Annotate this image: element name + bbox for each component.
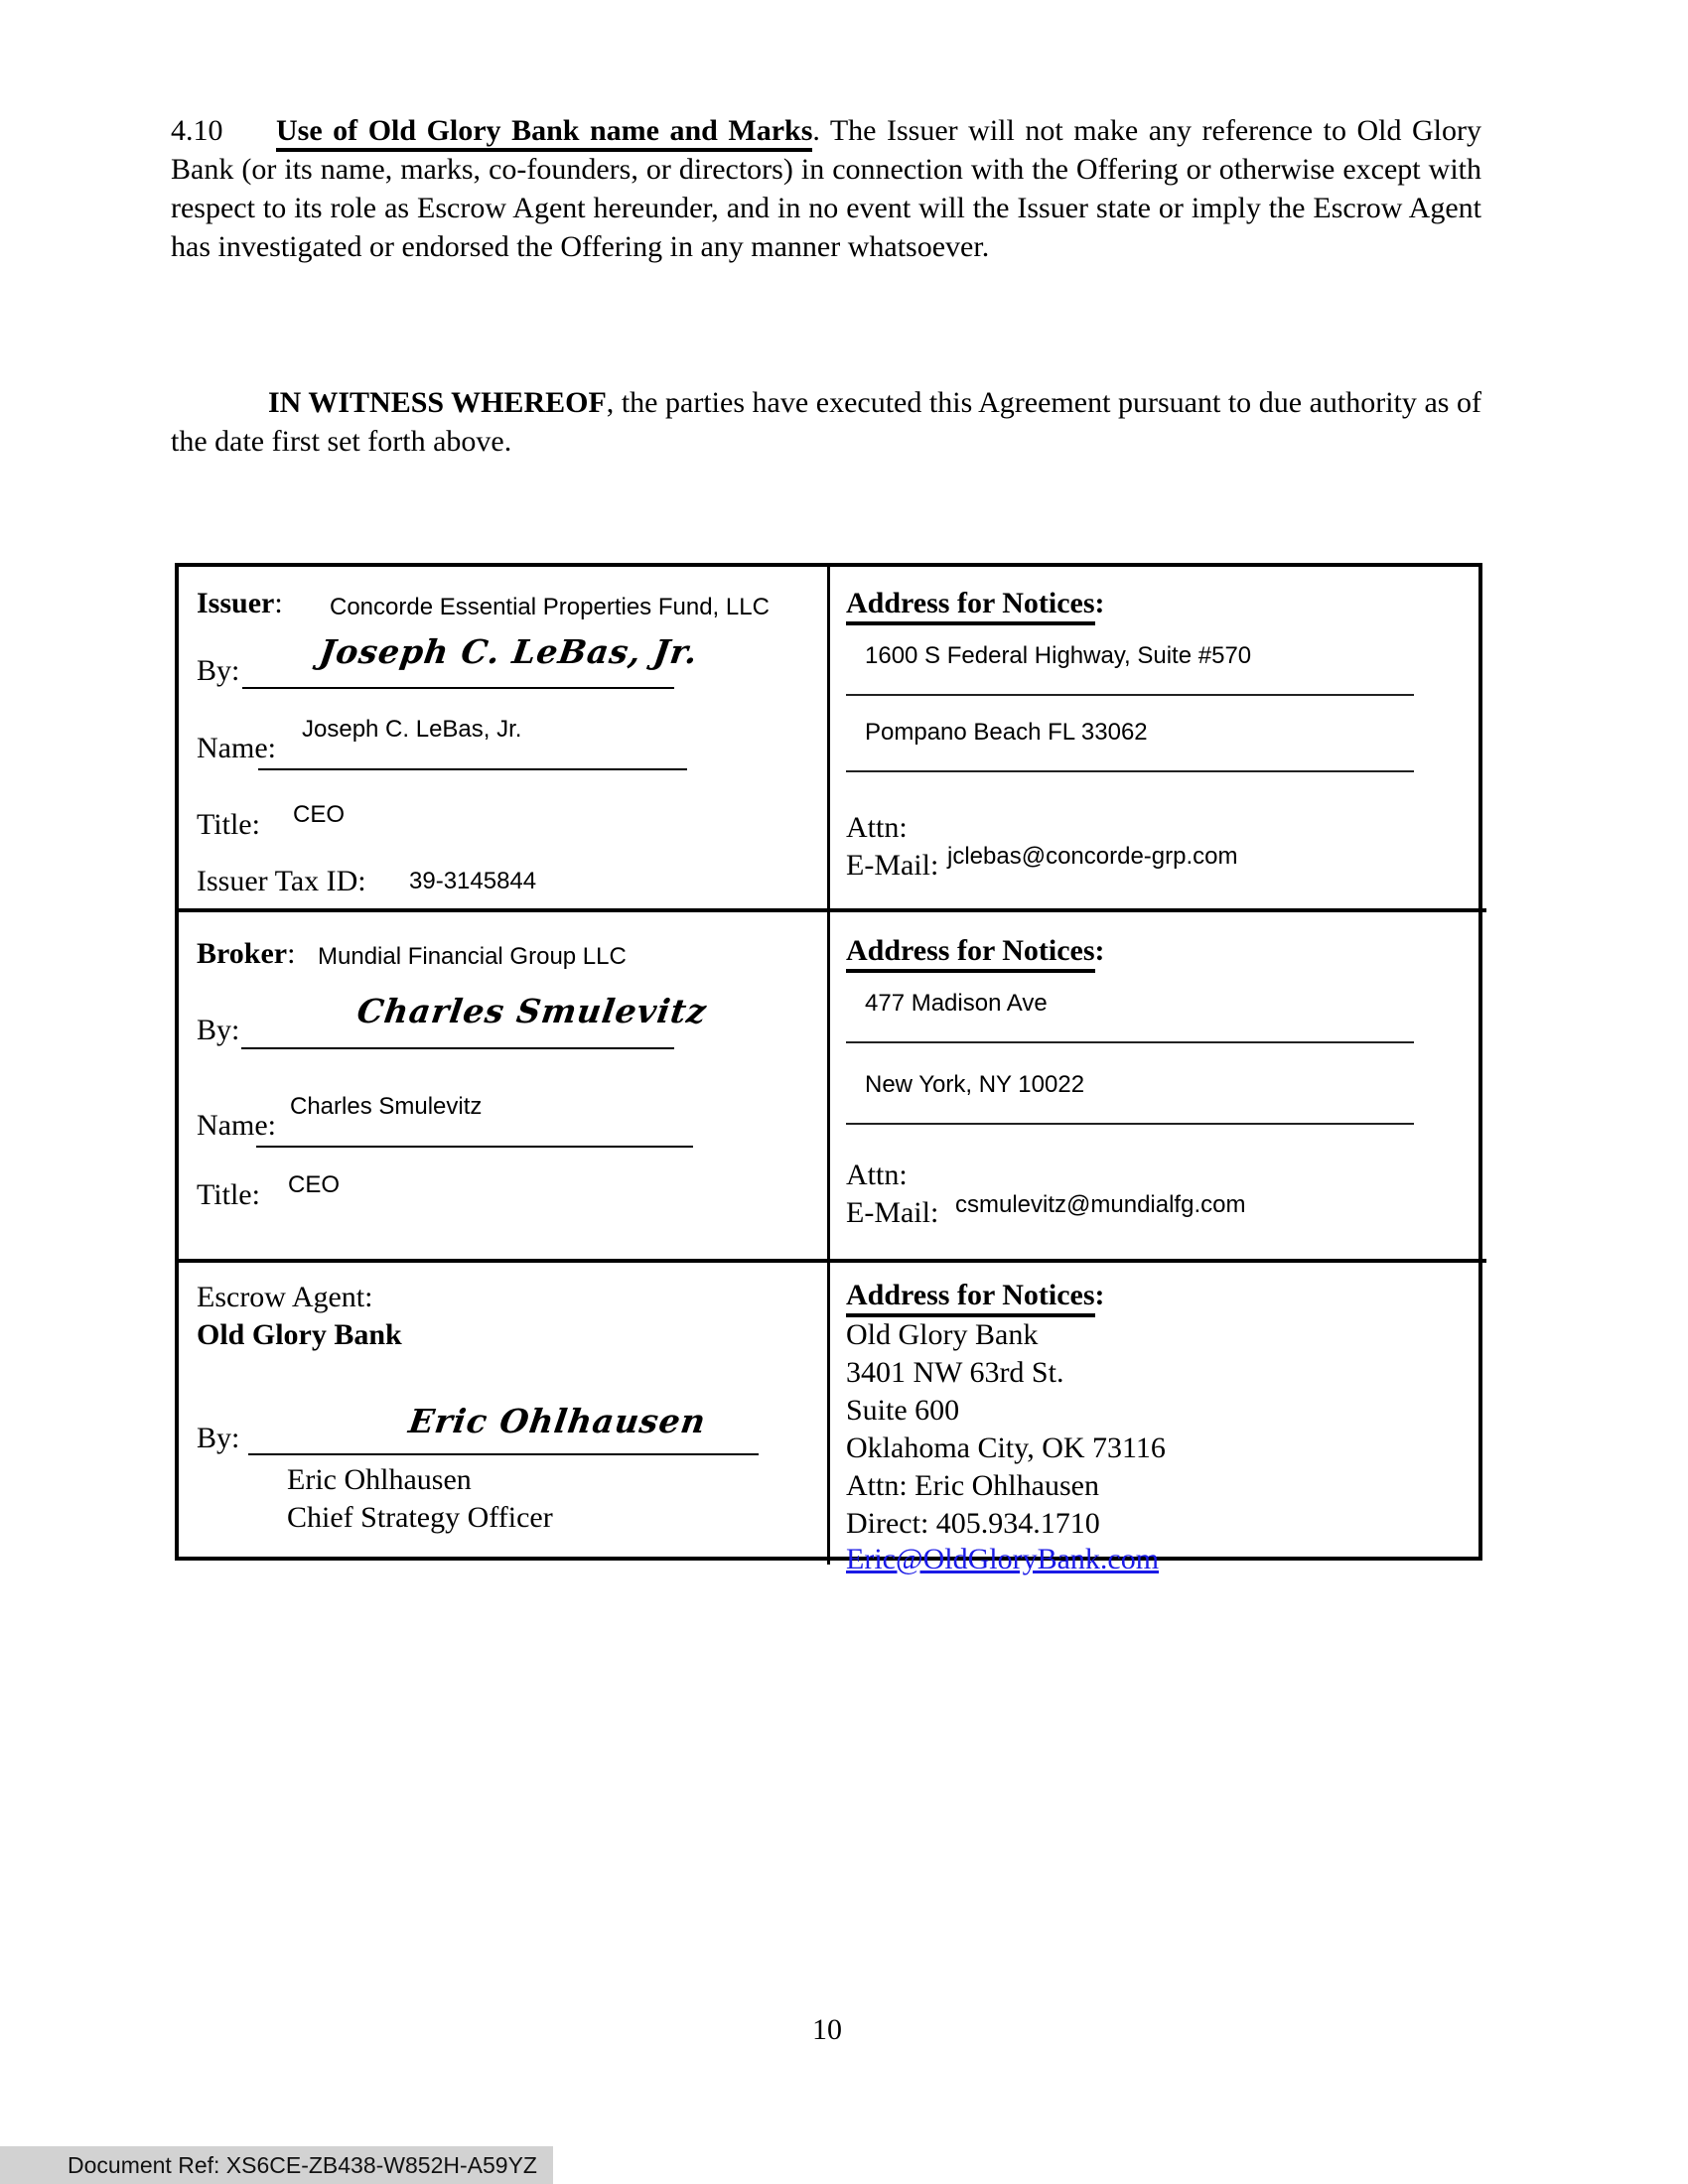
escrow-by-label: By: [197, 1422, 240, 1454]
escrow-attn-line: Attn: Eric Ohlhausen [846, 1469, 1099, 1502]
broker-company: Mundial Financial Group LLC [318, 943, 627, 970]
section-number: 4.10 [171, 114, 223, 147]
escrow-address-line: 3401 NW 63rd St. [846, 1356, 1064, 1389]
issuer-address-rule2 [846, 770, 1414, 772]
escrow-email-link[interactable]: Eric@OldGloryBank.com [846, 1543, 1160, 1575]
issuer-attn-label: Attn: [846, 811, 908, 844]
page-number: 10 [812, 2013, 842, 2046]
escrow-address-line: Old Glory Bank [846, 1318, 1039, 1351]
escrow-address-heading: Address for Notices: [846, 1279, 1105, 1312]
broker-by-line [241, 1047, 674, 1049]
escrow-signature: Eric Ohlhausen [406, 1402, 709, 1440]
broker-label: Broker: [197, 937, 296, 970]
issuer-name-value: Joseph C. LeBas, Jr. [302, 716, 522, 743]
broker-email-value: csmulevitz@mundialfg.com [955, 1191, 1246, 1218]
issuer-label: Issuer: [197, 587, 283, 619]
issuer-signature: Joseph C. LeBas, Jr. [317, 632, 701, 671]
escrow-direct-line: Direct: 405.934.1710 [846, 1507, 1100, 1540]
broker-address-cell [830, 912, 1486, 1263]
escrow-bank-name: Old Glory Bank [197, 1318, 402, 1351]
issuer-address-heading: Address for Notices: [846, 587, 1105, 620]
broker-address-line1: 477 Madison Ave [865, 990, 1048, 1017]
issuer-name-line [258, 768, 687, 770]
broker-title-value: CEO [288, 1171, 341, 1198]
broker-address-line2: New York, NY 10022 [865, 1071, 1085, 1098]
broker-attn-label: Attn: [846, 1159, 908, 1191]
witness-paragraph [171, 383, 1481, 461]
broker-cell [179, 912, 830, 1263]
signature-table [175, 563, 1482, 1575]
issuer-email-label: E-Mail: [846, 849, 939, 882]
footer-ref-bar [0, 2146, 553, 2184]
issuer-taxid-label: Issuer Tax ID: [197, 865, 366, 897]
issuer-company: Concorde Essential Properties Fund, LLC [330, 594, 770, 620]
issuer-address-line1: 1600 S Federal Highway, Suite #570 [865, 642, 1252, 669]
escrow-by-line [248, 1453, 759, 1455]
issuer-title-value: CEO [293, 801, 346, 828]
issuer-address-line2: Pompano Beach FL 33062 [865, 719, 1148, 746]
broker-email-label: E-Mail: [846, 1196, 939, 1229]
broker-signature: Charles Smulevitz [354, 992, 710, 1030]
issuer-taxid-value: 39-3145844 [409, 868, 537, 894]
broker-address-rule1 [846, 1041, 1414, 1043]
escrow-address-line: Suite 600 [846, 1394, 960, 1427]
broker-name-line [256, 1146, 693, 1148]
issuer-name-label: Name: [197, 732, 276, 764]
issuer-by-line [242, 687, 674, 689]
broker-name-value: Charles Smulevitz [290, 1093, 483, 1120]
issuer-cell [179, 567, 830, 912]
section-4-10-paragraph [171, 111, 1481, 266]
issuer-by-label: By: [197, 654, 240, 687]
escrow-address-cell [830, 1263, 1486, 1575]
broker-title-label: Title: [197, 1178, 260, 1211]
broker-address-rule2 [846, 1123, 1414, 1125]
issuer-address-rule1 [846, 694, 1414, 696]
issuer-address-cell [830, 567, 1486, 912]
witness-lead: IN WITNESS WHEREOF [268, 386, 607, 419]
broker-name-label: Name: [197, 1109, 276, 1142]
escrow-agent-label: Escrow Agent: [197, 1281, 373, 1313]
issuer-email-value: jclebas@concorde-grp.com [947, 843, 1238, 870]
witness-rest: , the parties have executed this Agreement pursuant to due authority as of the date first set forth above. [171, 386, 1481, 458]
escrow-signer-name: Eric Ohlhausen [287, 1463, 472, 1496]
document-ref-text: Document Ref: XS6CE-ZB438-W852H-A59YZ [68, 2151, 537, 2178]
broker-address-heading: Address for Notices: [846, 934, 1105, 968]
escrow-cell [179, 1263, 830, 1565]
section-body: . The Issuer will not make any reference to Old Glory Bank (or its name, marks, co-founders, or directors) in connection with the Offering or otherwise except with respect to its role as Escrow Agent hereunder, and in no event will the Issuer state or imply the Escrow Agent has investigated or endorsed the Offering in any manner whatsoever. [171, 114, 1481, 263]
issuer-title-label: Title: [197, 808, 260, 841]
escrow-signer-title: Chief Strategy Officer [287, 1501, 553, 1534]
section-heading: Use of Old Glory Bank name and Marks [276, 114, 812, 152]
escrow-address-line: Oklahoma City, OK 73116 [846, 1432, 1166, 1464]
broker-by-label: By: [197, 1014, 240, 1046]
